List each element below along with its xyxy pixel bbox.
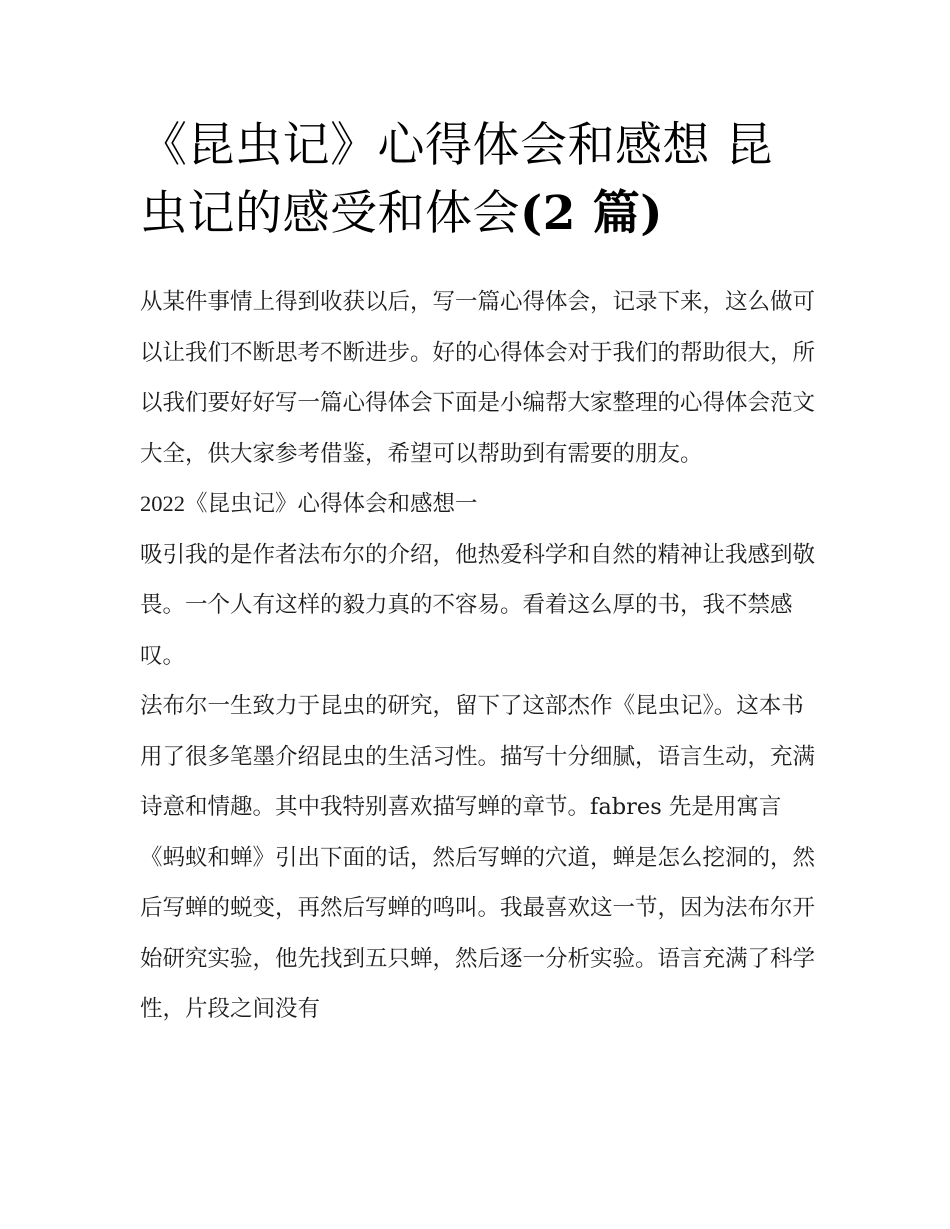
title-text: 《昆虫记》心得体会和感想 昆虫记的感受和体会 — [140, 118, 773, 241]
intro-paragraph: 从某件事情上得到收获以后，写一篇心得体会，记录下来，这么做可以让我们不断思考不断进步。好的心得体会对于我们的帮助很大，所以我们要好好写一篇心得体会下面是小编帮大家整理的心得体会范文大全，供大家参考借鉴，希望可以帮助到有需要的朋友。 — [140, 289, 816, 467]
section-heading: 2022《昆虫记》心得体会和感想一 — [140, 491, 478, 516]
body-paragraph-1: 吸引我的是作者法布尔的介绍，他热爱科学和自然的精神让我感到敬畏。一个人有这样的毅力真的不容易。看着这么厚的书，我不禁感叹。 — [140, 541, 816, 669]
title-count: (2 篇) — [520, 186, 664, 241]
body-paragraph-2: 法布尔一生致力于昆虫的研究，留下了这部杰作《昆虫记》。这本书用了很多笔墨介绍昆虫的生活习性。描写十分细腻，语言生动，充满诗意和情趣。其中我特别喜欢描写蝉的章节。fabres 先是用寓言《蚂蚁和蝉》引出下面的话，然后写蝉的穴道，蝉是怎么挖洞的，然后写蝉的蜕变，再然后写蝉的鸣叫。我最喜欢这一节，因为法布尔开始研究实验，他先找到五只蝉，然后逐一分析实验。语言充满了科学性，片段之间没有 — [140, 693, 816, 1022]
document-title — [140, 112, 820, 248]
document-body — [140, 277, 815, 1035]
